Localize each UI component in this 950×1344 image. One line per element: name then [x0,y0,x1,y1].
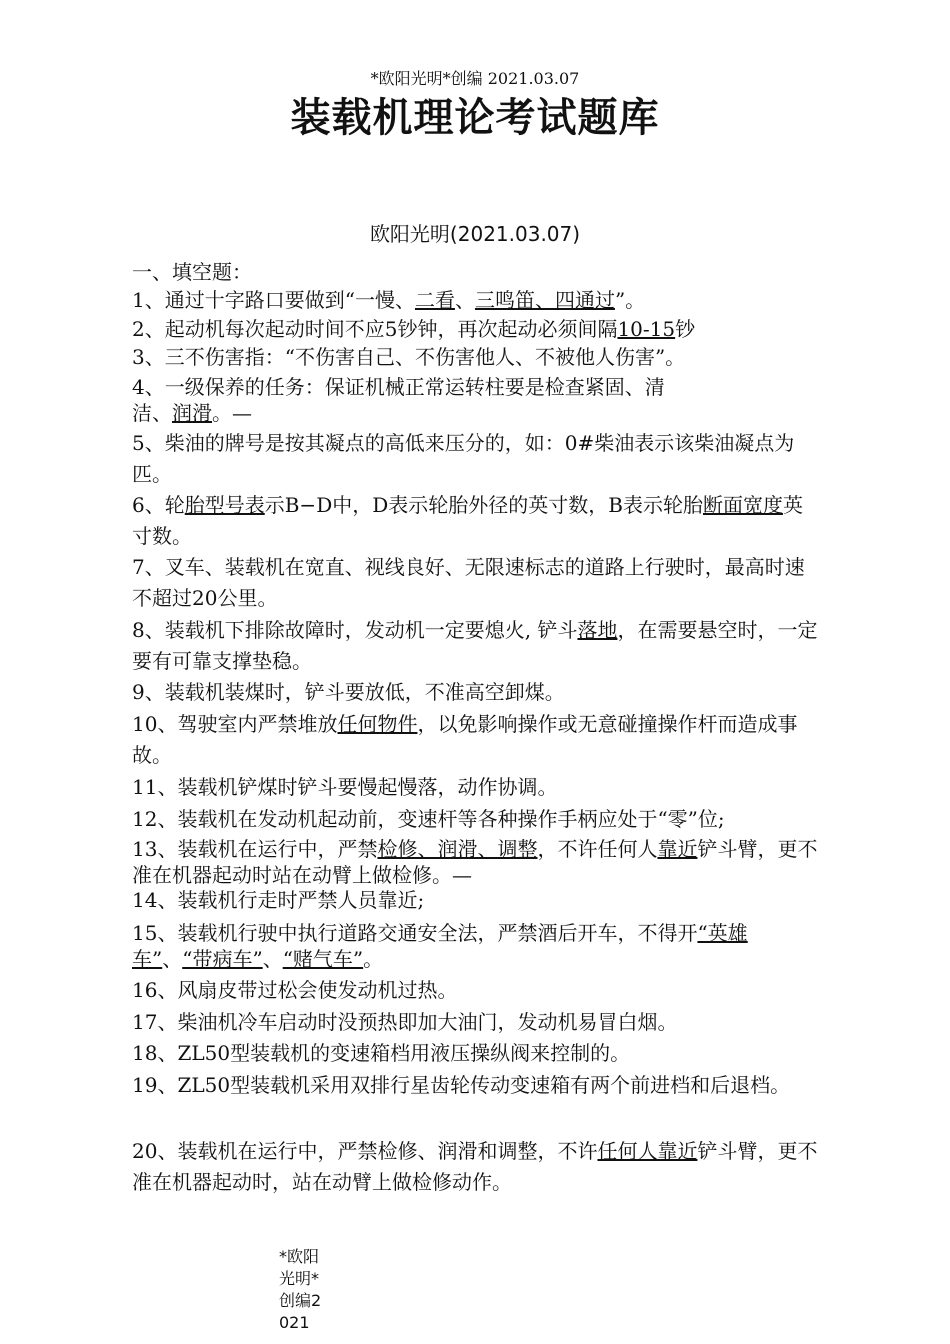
author-line: 欧阳光明(2021.03.07) [369,222,581,246]
question-20: 20、装载机在运行中，严禁检修、润滑和调整，不许任何人靠近铲斗臂，更不准在机器起动时，站在动臂上做检修动作。 [132,1139,818,1194]
section-heading: 一、填空题： [132,260,252,284]
answer-blank: “英雄车” [132,921,748,971]
question-8: 8、装载机下排除故障时，发动机一定要熄火, 铲斗落地，在需要悬空时，一定要有可靠支撑垫稳。 [132,618,818,673]
question-10: 10、驾驶室内严禁堆放任何物件，以免影响操作或无意碰撞操作杆而造成事故。 [132,712,798,767]
answer-blank: 三鸣笛、四通过 [474,288,615,312]
document-title: 装载机理论考试题库 [290,95,660,141]
question-17: 17、柴油机冷车启动时没预热即加大油门，发动机易冒白烟。 [132,1010,678,1034]
question-9: 9、装载机装煤时，铲斗要放低，不准高空卸煤。 [132,680,565,704]
answer-blank: 检修、润滑、调整 [377,837,538,861]
question-14: 14、装载机行走时严禁人员靠近; [132,888,425,912]
question-7: 7、叉车、装载机在宽直、视线良好、无限速标志的道路上行驶时，最高时速不超过20公里。 [132,555,805,610]
answer-blank: “赌气车” [282,947,364,971]
answer-blank: 靠近 [657,837,698,861]
answer-blank: 任何人靠近 [597,1139,698,1163]
question-19: 19、ZL50型装载机采用双排行星齿轮传动变速箱有两个前进档和后退档。 [132,1073,791,1097]
question-18: 18、ZL50型装载机的变速箱档用液压操纵阀来控制的。 [132,1041,631,1065]
question-13: 13、装载机在运行中，严禁检修、润滑、调整，不许任何人靠近铲斗臂，更不准在机器起动时站在动臂上做检修。— [132,837,818,887]
header-note: *欧阳光明*创编 2021.03.07 [370,69,580,88]
question-4: 4、一级保养的任务：保证机械正常运转柱要是检查紧固、清 洁、润滑。— [132,375,665,425]
answer-blank: 润滑 [172,401,212,425]
question-1: 1、通过十字路口要做到“一慢、二看、三鸣笛、四通过”。 [132,288,646,312]
question-6: 6、轮胎型号表示B−D中，D表示轮胎外径的英寸数，B表示轮胎断面宽度英寸数。 [132,493,803,548]
question-2: 2、起动机每次起动时间不应5钞钟，再次起动必须间隔10-15钞 [132,317,696,341]
answer-blank: 胎型号表 [184,493,265,517]
footer-note: *欧阳光明*创编2021 [279,1247,322,1332]
question-11: 11、装载机铲煤时铲斗要慢起慢落，动作协调。 [132,775,558,799]
answer-blank: 二看 [414,288,455,312]
question-5: 5、柴油的牌号是按其凝点的高低来压分的，如：0#柴油表示该柴油凝点为匹。 [132,431,795,486]
answer-blank: 任何物件 [337,712,418,736]
answer-blank: “带病车” [182,947,263,971]
question-3: 3、三不伤害指：“不伤害自己、不伤害他人、不被他人伤害”。 [132,345,686,369]
question-15: 15、装载机行驶中执行道路交通安全法，严禁酒后开车，不得开“英雄车”、“带病车”、“赌气车”。 [132,921,748,971]
answer-blank: 断面宽度 [702,493,783,517]
question-16: 16、风扇皮带过松会使发动机过热。 [132,978,458,1002]
answer-blank: 10-15 [617,317,676,341]
answer-blank: 落地 [577,618,618,642]
question-12: 12、装载机在发动机起动前，变速杆等各种操作手柄应处于“零”位; [132,807,725,831]
